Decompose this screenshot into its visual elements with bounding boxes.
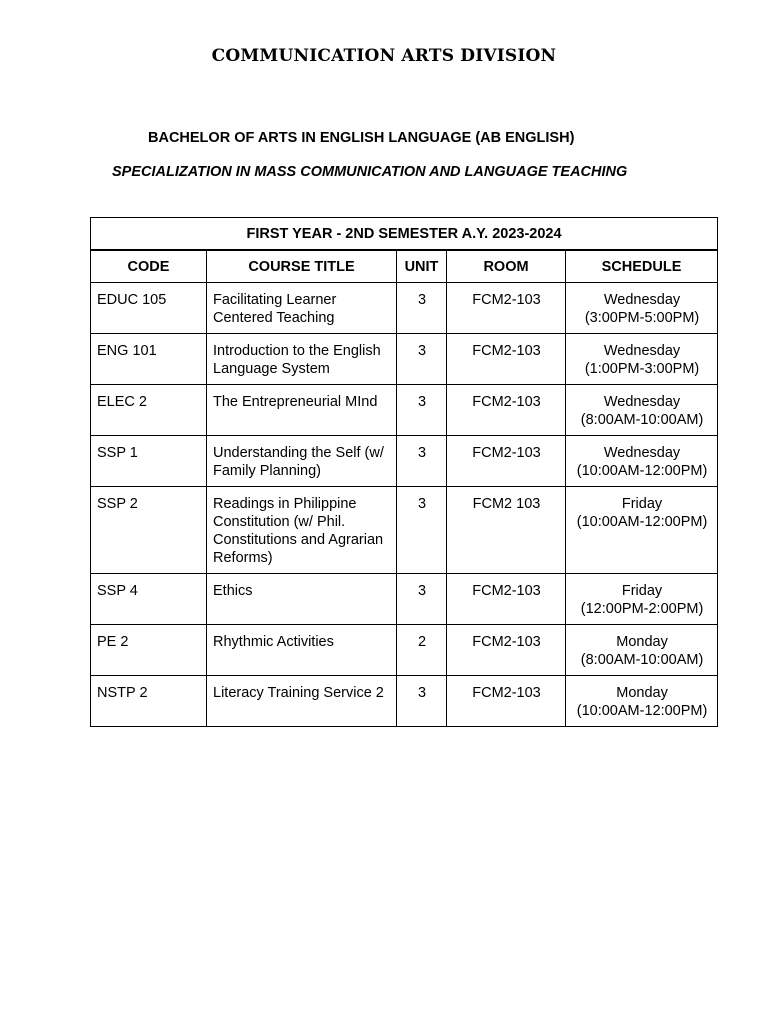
schedule-day: Monday xyxy=(616,685,668,701)
specialization-subtitle: SPECIALIZATION IN MASS COMMUNICATION AND LANGUAGE TEACHING xyxy=(112,164,628,180)
schedule-day: Wednesday xyxy=(603,394,681,410)
course-room: FCM2 103 xyxy=(447,487,566,574)
course-unit: 3 xyxy=(397,334,447,385)
course-unit: 3 xyxy=(397,436,447,487)
column-header-unit: UNIT xyxy=(397,250,447,283)
course-unit: 3 xyxy=(397,385,447,436)
column-header-schedule: SCHEDULE xyxy=(566,250,718,283)
course-unit: 3 xyxy=(397,283,447,334)
course-title: Introduction to the English Language System xyxy=(207,334,397,385)
course-title: Understanding the Self (w/ Family Planning) xyxy=(207,436,397,487)
course-schedule xyxy=(566,676,718,727)
course-room: FCM2-103 xyxy=(447,676,566,727)
column-header-code: CODE xyxy=(91,250,207,283)
schedule-time: (10:00AM-12:00PM) xyxy=(576,514,708,530)
course-title: Rhythmic Activities xyxy=(207,625,397,676)
course-schedule xyxy=(566,436,718,487)
schedule-day: Friday xyxy=(621,583,663,599)
course-code: ELEC 2 xyxy=(91,385,207,436)
table-row xyxy=(91,676,718,727)
schedule-time: (3:00PM-5:00PM) xyxy=(584,310,700,326)
course-title: Readings in Philippine Constitution (w/ Phil. Constitutions and Agrarian Reforms) xyxy=(207,487,397,574)
schedule-time: (10:00AM-12:00PM) xyxy=(576,703,708,719)
table-row xyxy=(91,625,718,676)
course-room: FCM2-103 xyxy=(447,385,566,436)
schedule-time: (12:00PM-2:00PM) xyxy=(580,601,704,617)
table-row xyxy=(91,385,718,436)
course-schedule xyxy=(566,625,718,676)
course-schedule xyxy=(566,385,718,436)
program-title: BACHELOR OF ARTS IN ENGLISH LANGUAGE (AB ENGLISH) xyxy=(148,130,575,146)
course-room: FCM2-103 xyxy=(447,625,566,676)
course-unit: 2 xyxy=(397,625,447,676)
course-code: ENG 101 xyxy=(91,334,207,385)
division-title: COMMUNICATION ARTS DIVISION xyxy=(211,46,557,66)
course-unit: 3 xyxy=(397,574,447,625)
schedule-time: (1:00PM-3:00PM) xyxy=(584,361,700,377)
course-title: Literacy Training Service 2 xyxy=(207,676,397,727)
course-unit: 3 xyxy=(397,487,447,574)
column-header-course-title: COURSE TITLE xyxy=(207,250,397,283)
semester-header: FIRST YEAR - 2ND SEMESTER A.Y. 2023-2024 xyxy=(91,218,718,251)
table-row xyxy=(91,283,718,334)
course-room: FCM2-103 xyxy=(447,436,566,487)
table-row xyxy=(91,334,718,385)
schedule-time: (8:00AM-10:00AM) xyxy=(580,652,704,668)
course-code: SSP 2 xyxy=(91,487,207,574)
course-title: Ethics xyxy=(207,574,397,625)
course-code: NSTP 2 xyxy=(91,676,207,727)
column-header-room: ROOM xyxy=(447,250,566,283)
semester-header-row xyxy=(91,218,718,251)
course-schedule xyxy=(566,334,718,385)
course-room: FCM2-103 xyxy=(447,334,566,385)
column-header-row xyxy=(91,250,718,283)
course-schedule-table xyxy=(90,217,718,727)
course-code: SSP 1 xyxy=(91,436,207,487)
schedule-time: (10:00AM-12:00PM) xyxy=(576,463,708,479)
course-room: FCM2-103 xyxy=(447,574,566,625)
course-code: SSP 4 xyxy=(91,574,207,625)
course-code: EDUC 105 xyxy=(91,283,207,334)
course-room: FCM2-103 xyxy=(447,283,566,334)
schedule-day: Monday xyxy=(616,634,668,650)
course-schedule xyxy=(566,574,718,625)
schedule-day: Wednesday xyxy=(603,343,681,359)
course-unit: 3 xyxy=(397,676,447,727)
table-row xyxy=(91,574,718,625)
schedule-time: (8:00AM-10:00AM) xyxy=(580,412,704,428)
course-schedule xyxy=(566,283,718,334)
course-schedule xyxy=(566,487,718,574)
schedule-day: Wednesday xyxy=(603,445,681,461)
course-title: Facilitating Learner Centered Teaching xyxy=(207,283,397,334)
table-row xyxy=(91,436,718,487)
course-code: PE 2 xyxy=(91,625,207,676)
schedule-day: Wednesday xyxy=(603,292,681,308)
schedule-day: Friday xyxy=(621,496,663,512)
table-row xyxy=(91,487,718,574)
course-title: The Entrepreneurial MInd xyxy=(207,385,397,436)
